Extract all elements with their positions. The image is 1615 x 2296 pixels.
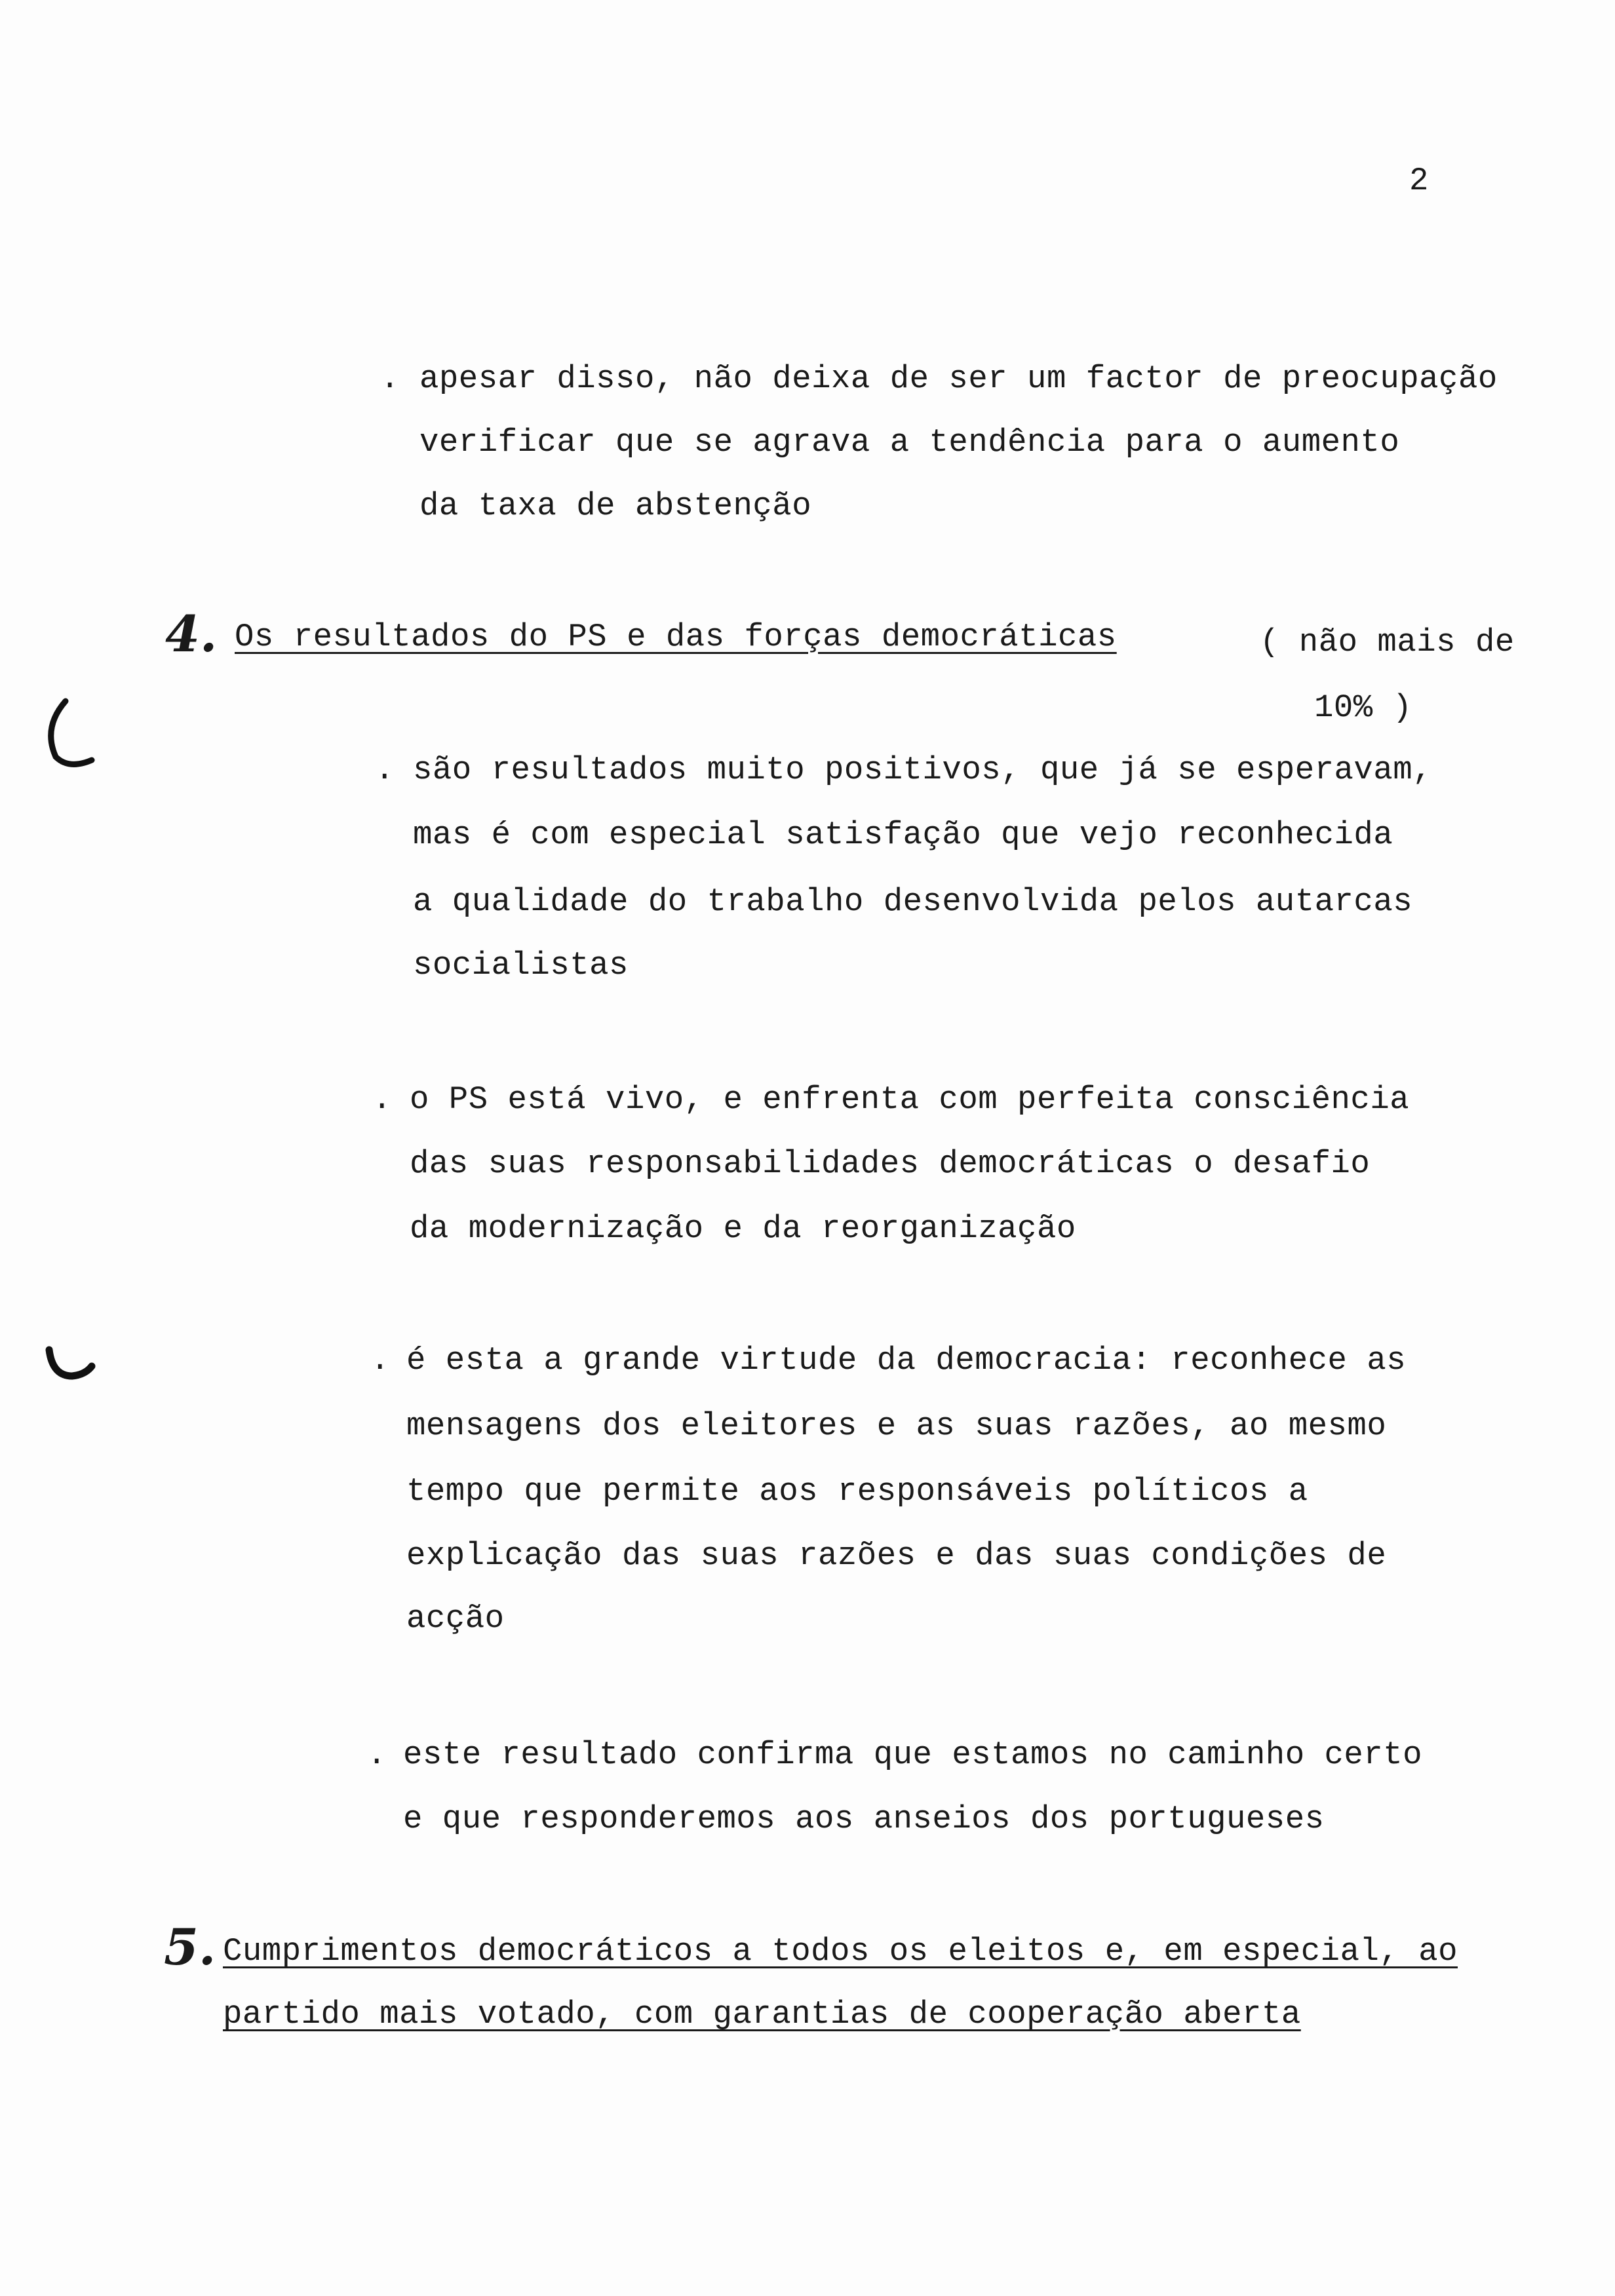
text-line: mensagens dos eleitores e as suas razões, ao mesmo (406, 1407, 1387, 1444)
text-line: verificar que se agrava a tendência para o aumento (419, 424, 1400, 461)
text-line: acção (406, 1600, 505, 1637)
section-number: 5. (164, 1918, 216, 1976)
section-heading: partido mais votado, com garantias de cooperação aberta (223, 1996, 1301, 2033)
text-line: apesar disso, não deixa de ser um factor de preocupação (419, 360, 1498, 397)
bullet-marker: . (375, 752, 395, 788)
bullet-marker: . (370, 1342, 390, 1379)
text-line: e que responderemos aos anseios dos portugueses (403, 1801, 1325, 1837)
text-line: socialistas (413, 947, 629, 984)
text-line: este resultado confirma que estamos no caminho certo (403, 1736, 1423, 1773)
text-line: das suas responsabilidades democráticas o desafio (410, 1145, 1371, 1182)
section-number: 4. (165, 605, 218, 663)
length-note: 10% ) (1314, 689, 1412, 726)
text-line: explicação das suas razões e das suas condições de (406, 1537, 1387, 1574)
section-heading: Cumprimentos democráticos a todos os eleitos e, em especial, ao (223, 1933, 1458, 1970)
text-line: tempo que permite aos responsáveis políticos a (406, 1473, 1308, 1510)
length-note: ( não mais de (1260, 624, 1515, 660)
text-line: são resultados muito positivos, que já se esperavam, (413, 752, 1433, 788)
bullet-marker: . (367, 1736, 387, 1773)
text-line: da taxa de abstenção (419, 488, 812, 524)
section-heading: Os resultados do PS e das forças democráticas (235, 619, 1117, 655)
bullet-marker: . (372, 1081, 392, 1118)
text-line: o PS está vivo, e enfrenta com perfeita consciência (410, 1081, 1410, 1118)
text-line: é esta a grande virtude da democracia: reconhece as (406, 1342, 1407, 1379)
text-line: mas é com especial satisfação que vejo reconhecida (413, 816, 1393, 853)
handwritten-bracket-mark (39, 1337, 98, 1389)
page-number: 2 (1409, 163, 1429, 199)
text-line: a qualidade do trabalho desenvolvida pelos autarcas (413, 883, 1413, 920)
handwritten-bracket-mark (39, 695, 98, 773)
text-line: da modernização e da reorganização (410, 1210, 1076, 1247)
bullet-marker: . (380, 360, 400, 397)
